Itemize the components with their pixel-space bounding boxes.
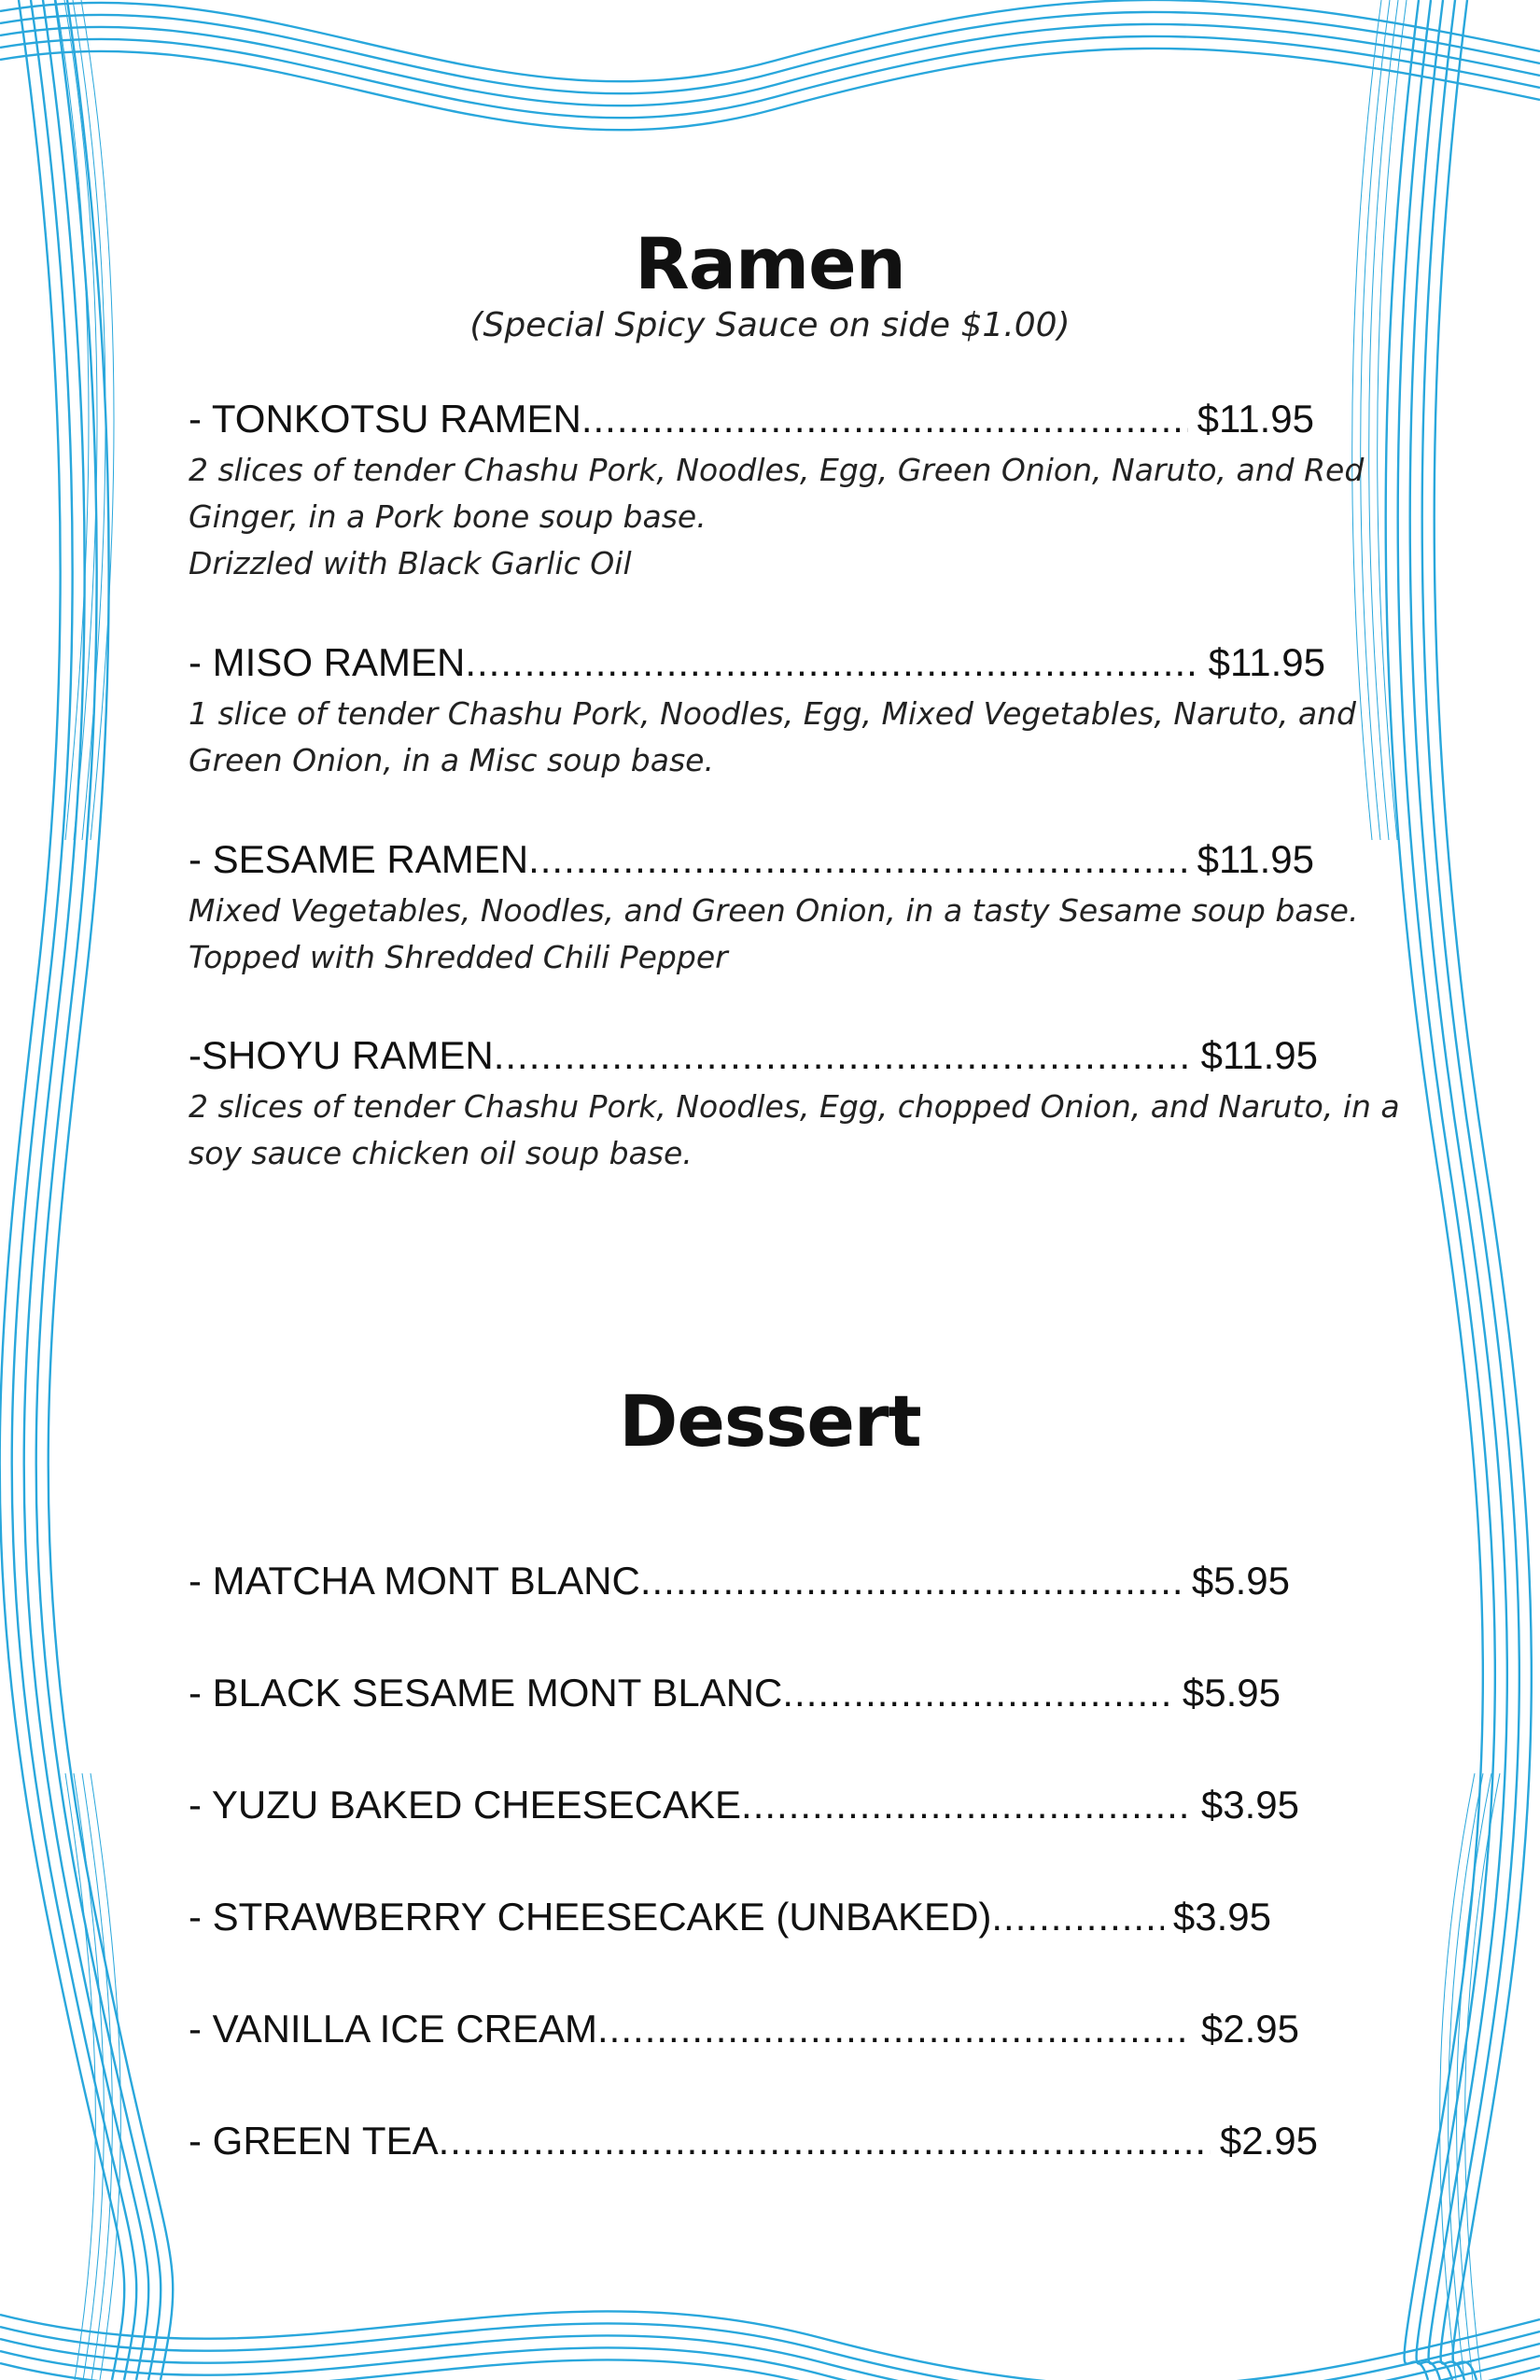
menu-item-name: - BLACK SESAME MONT BLANC	[189, 1671, 783, 1715]
menu-item-sesame-ramen	[189, 837, 1359, 981]
menu-item-name: - STRAWBERRY CHEESECAKE (UNBAKED)	[189, 1895, 992, 1939]
menu-item-vanilla-ice-cream	[189, 2007, 1299, 2051]
menu-item-miso-ramen	[189, 640, 1356, 784]
ramen-section-title: Ramen	[635, 222, 905, 305]
menu-item-price: $2.95	[1219, 2119, 1318, 2163]
dot-leader	[439, 2119, 1211, 2163]
menu-item-price: $2.95	[1200, 2007, 1299, 2051]
dot-leader	[640, 1559, 1183, 1603]
menu-item-price: $3.95	[1172, 1895, 1271, 1939]
dot-leader	[528, 837, 1188, 882]
menu-item-name: - GREEN TEA	[189, 2119, 439, 2163]
menu-item-name: - SESAME RAMEN	[189, 837, 529, 881]
description-line: Ginger, in a Pork bone soup base.	[189, 498, 707, 535]
menu-item-green-tea	[189, 2119, 1318, 2163]
description-line: soy sauce chicken oil soup base.	[189, 1135, 693, 1171]
menu-item-line	[189, 1895, 1271, 1939]
menu-item-price: $5.95	[1182, 1671, 1281, 1715]
menu-item-line	[189, 1559, 1290, 1603]
dot-leader	[597, 2007, 1192, 2051]
dot-leader	[782, 1671, 1173, 1715]
menu-item-description	[189, 888, 1359, 981]
menu-item-line	[189, 1671, 1281, 1715]
description-line: 2 slices of tender Chashu Pork, Noodles, Egg, chopped Onion, and Naruto, in a	[189, 1088, 1400, 1125]
menu-item-line	[189, 640, 1325, 685]
menu-item-price: $11.95	[1200, 1033, 1318, 1077]
menu-item-description	[189, 447, 1365, 587]
menu-item-matcha-mont-blanc	[189, 1559, 1290, 1603]
menu-item-strawberry-cheesecake	[189, 1895, 1271, 1939]
dessert-section-title: Dessert	[619, 1379, 921, 1463]
menu-item-name: - YUZU BAKED CHEESECAKE	[189, 1783, 742, 1827]
dot-leader	[494, 1033, 1192, 1078]
menu-item-shoyu-ramen	[189, 1033, 1400, 1177]
menu-item-line	[189, 2119, 1318, 2163]
menu-item-line	[189, 397, 1314, 441]
dot-leader	[581, 397, 1188, 441]
menu-item-yuzu-baked-cheesecake	[189, 1783, 1299, 1827]
dot-leader	[741, 1783, 1192, 1827]
description-line: 1 slice of tender Chashu Pork, Noodles, Egg, Mixed Vegetables, Naruto, and	[189, 695, 1356, 732]
description-line: Topped with Shredded Chili Pepper	[189, 939, 728, 975]
menu-item-line	[189, 1783, 1299, 1827]
menu-item-line	[189, 837, 1314, 882]
menu-item-line	[189, 1033, 1318, 1078]
description-line: 2 slices of tender Chashu Pork, Noodles, Egg, Green Onion, Naruto, and Red	[189, 452, 1365, 488]
dot-leader	[991, 1895, 1164, 1939]
menu-item-description	[189, 1084, 1400, 1177]
description-line: Green Onion, in a Misc soup base.	[189, 742, 714, 778]
dot-leader	[465, 640, 1198, 685]
menu-item-name: -SHOYU RAMEN	[189, 1033, 494, 1077]
menu-item-price: $5.95	[1191, 1559, 1290, 1603]
menu-item-name: - VANILLA ICE CREAM	[189, 2007, 598, 2051]
description-line: Mixed Vegetables, Noodles, and Green Onion, in a tasty Sesame soup base.	[189, 892, 1359, 929]
menu-item-price: $3.95	[1200, 1783, 1299, 1827]
menu-item-price: $11.95	[1208, 640, 1325, 684]
menu-item-tonkotsu-ramen	[189, 397, 1365, 587]
menu-item-name: - TONKOTSU RAMEN	[189, 397, 581, 441]
menu-item-price: $11.95	[1197, 837, 1314, 881]
menu-item-black-sesame-mont-blanc	[189, 1671, 1281, 1715]
menu-item-name: - MATCHA MONT BLANC	[189, 1559, 640, 1603]
menu-item-name: - MISO RAMEN	[189, 640, 466, 684]
menu-item-price: $11.95	[1197, 397, 1314, 441]
menu-item-line	[189, 2007, 1299, 2051]
description-line: Drizzled with Black Garlic Oil	[189, 545, 632, 581]
menu-item-description	[189, 691, 1356, 784]
ramen-section-note: (Special Spicy Sauce on side $1.00)	[469, 306, 1071, 344]
